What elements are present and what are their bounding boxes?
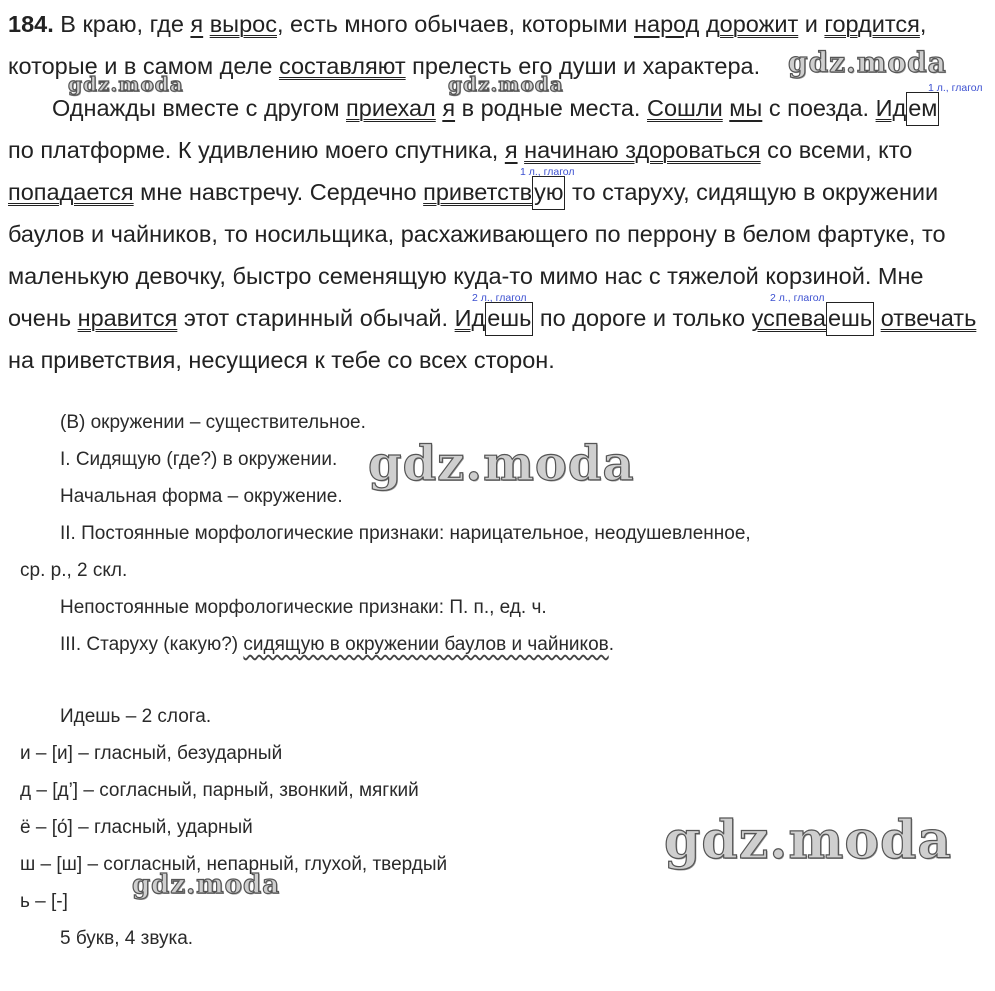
text-fragment: мне навстречу. Сердечно bbox=[133, 179, 424, 205]
predicate-word: дорожит bbox=[705, 11, 799, 37]
phonetic-line: и – [и] – гласный, безударный bbox=[20, 743, 283, 764]
watermark: gdz.moda bbox=[664, 810, 953, 871]
ending-box: ешь bbox=[826, 302, 874, 336]
predicate-word: отвечать bbox=[880, 305, 977, 331]
watermark: gdz.moda bbox=[788, 46, 947, 79]
annotation-person: 2 л., глагол bbox=[770, 292, 825, 304]
text-fragment: по платформе. К удивлению моего спутника, bbox=[8, 137, 505, 163]
line-content bbox=[8, 6, 926, 42]
word-stem: приветств bbox=[423, 179, 533, 205]
analysis-line: ср. р., 2 скл. bbox=[20, 560, 128, 581]
text-fragment: на приветствия, несущиеся к тебе со всех сторон. bbox=[8, 347, 555, 373]
text-fragment: Однажды вместе с другом bbox=[52, 95, 347, 121]
participial-phrase: сидящую в окружении баулов и чайников bbox=[243, 634, 609, 655]
ending-box: ем bbox=[906, 92, 939, 126]
text-fragment: В краю, где bbox=[60, 11, 191, 37]
watermark: gdz.moda bbox=[68, 72, 184, 96]
predicate-word bbox=[752, 305, 875, 331]
word-stem: Ид bbox=[875, 95, 907, 121]
predicate-word: Сошли bbox=[647, 95, 723, 121]
text-line-6 bbox=[8, 216, 990, 252]
word-stem: Ид bbox=[454, 305, 486, 331]
analysis-line: (В) окружении – существительное. bbox=[60, 412, 366, 433]
annotation-person: 1 л., глагол bbox=[520, 166, 575, 178]
text-fragment: со всеми, кто bbox=[760, 137, 913, 163]
line-content bbox=[8, 174, 938, 210]
text-fragment: прелесть его души и характера. bbox=[405, 53, 761, 79]
predicate-word: начинаю здороваться bbox=[524, 137, 761, 163]
predicate-word: попадается bbox=[8, 179, 134, 205]
predicate-word bbox=[876, 95, 940, 121]
text-fragment: , есть много обычаев, которыми bbox=[276, 11, 635, 37]
watermark: gdz.moda bbox=[132, 870, 281, 900]
phonetic-line: Идешь – 2 слога. bbox=[60, 706, 212, 727]
predicate-word: нравится bbox=[77, 305, 178, 331]
text-fragment: этот старинный обычай. bbox=[177, 305, 455, 331]
text-line-9 bbox=[8, 342, 555, 378]
text-fragment: . bbox=[608, 634, 615, 655]
text-line-8 bbox=[8, 300, 990, 336]
ending-box: ешь bbox=[485, 302, 533, 336]
predicate-word: вырос bbox=[209, 11, 277, 37]
predicate-word: гордится bbox=[824, 11, 920, 37]
text-line-4 bbox=[8, 132, 990, 168]
phonetic-line: ш – [ш] – согласный, непарный, глухой, твердый bbox=[20, 854, 448, 875]
subject-word: мы bbox=[729, 95, 763, 121]
text-fragment: по дороге и только bbox=[533, 305, 752, 331]
analysis-line bbox=[60, 631, 614, 659]
subject-word: я bbox=[504, 137, 518, 163]
word-stem: успева bbox=[751, 305, 826, 331]
predicate-word bbox=[455, 305, 534, 331]
ending-box: ую bbox=[532, 176, 565, 210]
text-fragment: маленькую девочку, быстро семенящую куда-то мимо нас с тяжелой корзиной. Мне bbox=[8, 263, 924, 289]
text-fragment: в родные места. bbox=[455, 95, 647, 121]
predicate-word: приехал bbox=[346, 95, 436, 121]
text-fragment: и bbox=[798, 11, 825, 37]
text-fragment: III. Старуху (какую?) bbox=[60, 634, 244, 655]
watermark: gdz.moda bbox=[448, 72, 564, 96]
annotation-person: 2 л., глагол bbox=[472, 292, 527, 304]
annotation-person: 1 л., глагол bbox=[928, 82, 983, 94]
analysis-line: Непостоянные морфологические признаки: П. п., ед. ч. bbox=[60, 597, 547, 618]
text-line-7 bbox=[8, 258, 990, 294]
phonetic-line: ь – [-] bbox=[20, 891, 68, 912]
analysis-line: Начальная форма – окружение. bbox=[60, 486, 343, 507]
subject-word: я bbox=[190, 11, 204, 37]
phonetic-line: 5 букв, 4 звука. bbox=[60, 928, 194, 949]
predicate-word bbox=[423, 179, 565, 205]
exercise-number: 184. bbox=[8, 11, 54, 37]
text-fragment: баулов и чайников, то носильщика, расхаживающего по перрону в белом фартуке, то bbox=[8, 221, 946, 247]
subject-word: я bbox=[442, 95, 456, 121]
text-fragment: очень bbox=[8, 305, 78, 331]
text-fragment: , bbox=[919, 11, 927, 37]
text-line-5 bbox=[8, 174, 990, 210]
analysis-line: I. Сидящую (где?) в окружении. bbox=[60, 449, 338, 470]
line-content bbox=[8, 132, 912, 168]
subject-word: народ bbox=[634, 11, 700, 37]
line-content bbox=[8, 300, 976, 336]
text-line-1 bbox=[8, 6, 990, 42]
predicate-word: составляют bbox=[278, 53, 406, 79]
phonetic-line: ё – [о́] – гласный, ударный bbox=[20, 817, 253, 838]
analysis-line: II. Постоянные морфологические признаки: нарицательное, неодушевленное, bbox=[60, 523, 751, 544]
text-fragment: то старуху, сидящую в окружении bbox=[565, 179, 939, 205]
phonetic-line: д – [д’] – согласный, парный, звонкий, мягкий bbox=[20, 780, 419, 801]
text-fragment: которые и в самом деле bbox=[8, 53, 279, 79]
text-fragment: с поезда. bbox=[762, 95, 876, 121]
watermark: gdz.moda bbox=[368, 436, 635, 492]
